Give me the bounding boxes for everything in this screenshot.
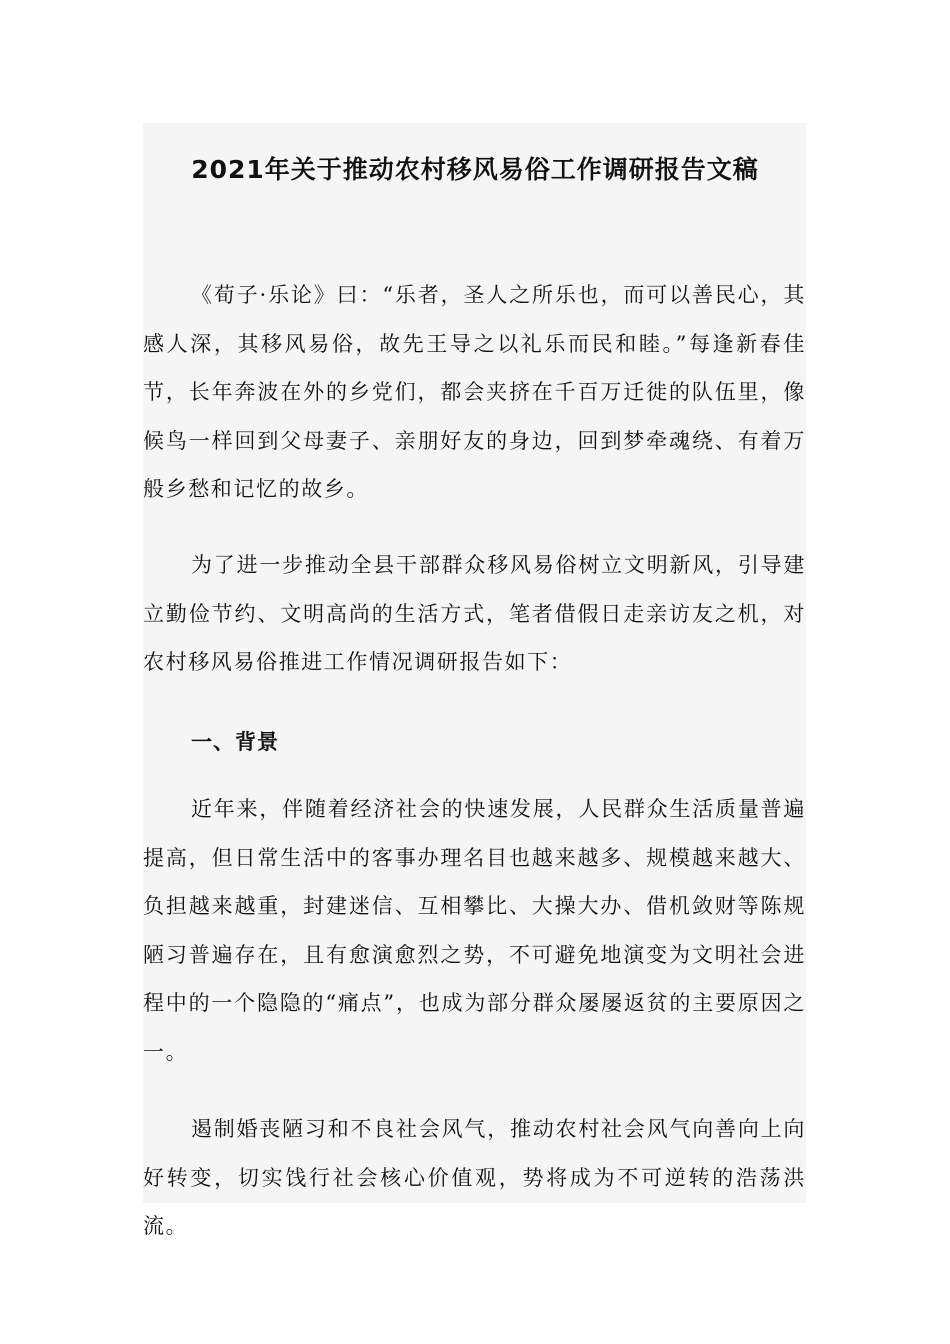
paragraph-conclusion: 遏制婚丧陋习和不良社会风气，推动农村社会风气向善向上向好转变，切实饯行社会核心价值观，势将成为不可逆转的浩荡洪流。 bbox=[143, 1117, 806, 1238]
paragraph-purpose: 为了进一步推动全县干部群众移风易俗树立文明新风，引导建立勤俭节约、文明高尚的生活方式，笔者借假日走亲访友之机，对农村移风易俗推进工作情况调研报告如下： bbox=[143, 553, 806, 674]
section-heading-background: 一、背景 bbox=[191, 730, 279, 754]
paragraph-background: 近年来，伴随着经济社会的快速发展，人民群众生活质量普遍提高，但日常生活中的客事办理名目也越来越多、规模越来越大、负担越来越重，封建迷信、互相攀比、大操大办、借机敛财等陈规陋习普遍存在，且有愈演愈烈之势，不可避免地演变为文明社会进程中的一个隐隐的“痛点”，也成为部分群众屡屡返贫的主要原因之一。 bbox=[143, 797, 806, 1064]
paragraph-intro-quote: 《荀子·乐论》曰：“乐者，圣人之所乐也，而可以善民心，其感人深，其移风易俗，故先王导之以礼乐而民和睦。”每逢新春佳节，长年奔波在外的乡党们，都会夹挤在千百万迁徙的队伍里，像候鸟一样回到父母妻子、亲朋好友的身边，回到梦牵魂绕、有着万般乡愁和记忆的故乡。 bbox=[143, 283, 806, 501]
document-title: 2021年关于推动农村移风易俗工作调研报告文稿 bbox=[191, 154, 759, 184]
